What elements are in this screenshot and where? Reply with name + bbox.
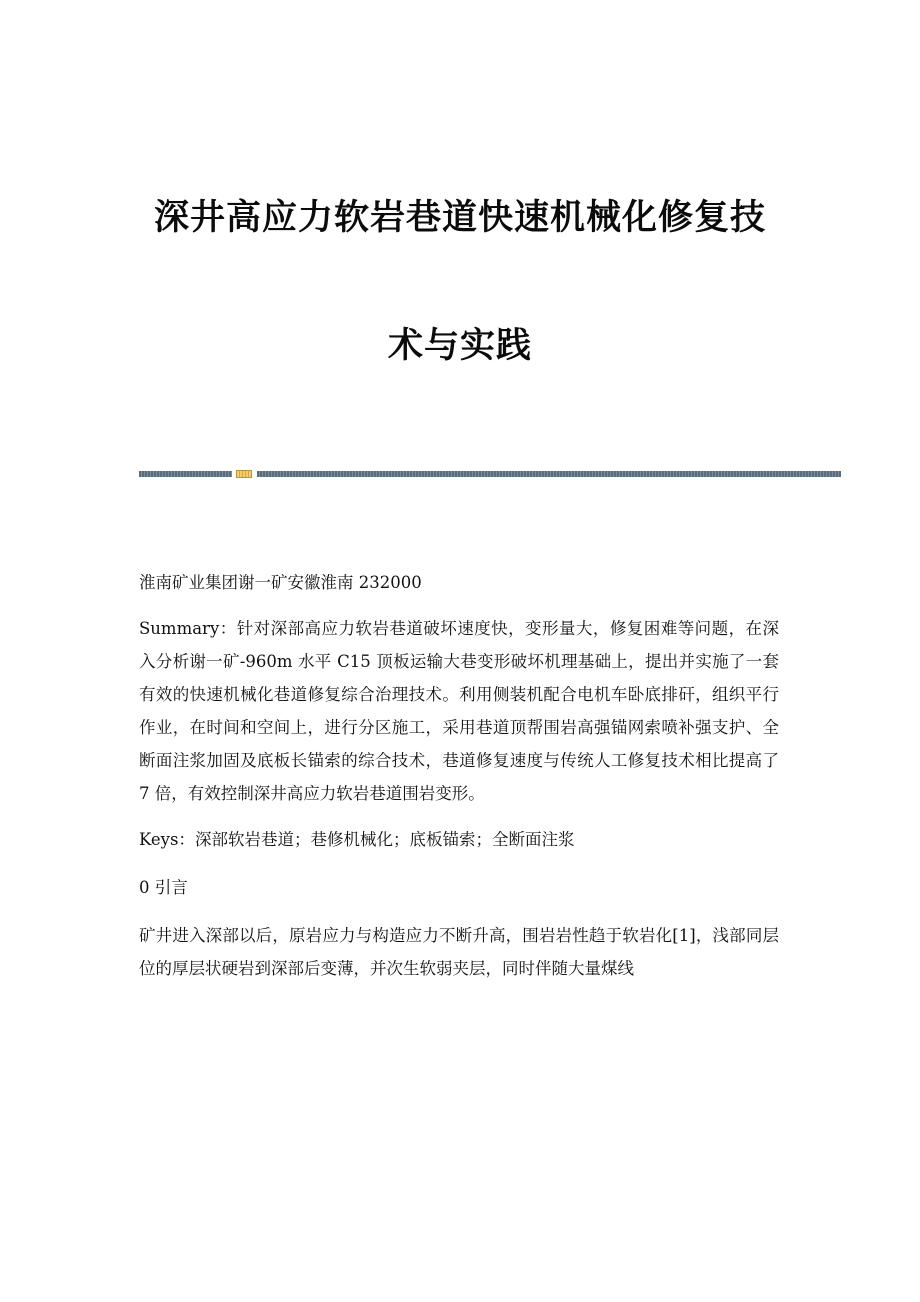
divider-bar-left: [139, 471, 232, 477]
decorative-divider: [139, 470, 841, 479]
author-affiliation: 淮南矿业集团谢一矿安徽淮南 232000: [139, 573, 422, 592]
keywords-label: Keys：: [139, 830, 195, 849]
document-body: [139, 566, 779, 985]
document-title: [0, 190, 920, 368]
keywords-text: 深部软岩巷道；巷修机械化；底板锚索；全断面注浆: [194, 830, 575, 849]
body-paragraph: 矿井进入深部以后，原岩应力与构造应力不断升高，围岩岩性趋于软岩化[1]，浅部同层位的厚层状硬岩到深部后变薄，并次生软弱夹层，同时伴随大量煤线: [139, 926, 779, 978]
title-line-1: 深井高应力软岩巷道快速机械化修复技: [153, 198, 766, 238]
divider-bar-right: [257, 471, 841, 477]
title-line-2: 术与实践: [387, 326, 532, 366]
section-heading: 0 引言: [139, 878, 188, 897]
keywords-line: [139, 823, 779, 856]
summary-paragraph: [139, 612, 779, 810]
summary-label: Summary：: [139, 619, 237, 638]
divider-ornament-icon: [236, 470, 252, 478]
summary-text: 针对深部高应力软岩巷道破坏速度快，变形量大，修复困难等问题，在深入分析谢一矿-960m 水平 C15 顶板运输大巷变形破坏机理基础上，提出并实施了一套有效的快速机械化巷道修复综合治理技术。利用侧装机配合电机车卧底排矸，组织平行作业，在时间和空间上，进行分区施工，采用巷道顶帮围岩高强锚网索喷补强支护、全断面注浆加固及底板长锚索的综合技术，巷道修复速度与传统人工修复技术相比提高了 7 倍，有效控制深井高应力软岩巷道围岩变形。: [139, 619, 779, 803]
